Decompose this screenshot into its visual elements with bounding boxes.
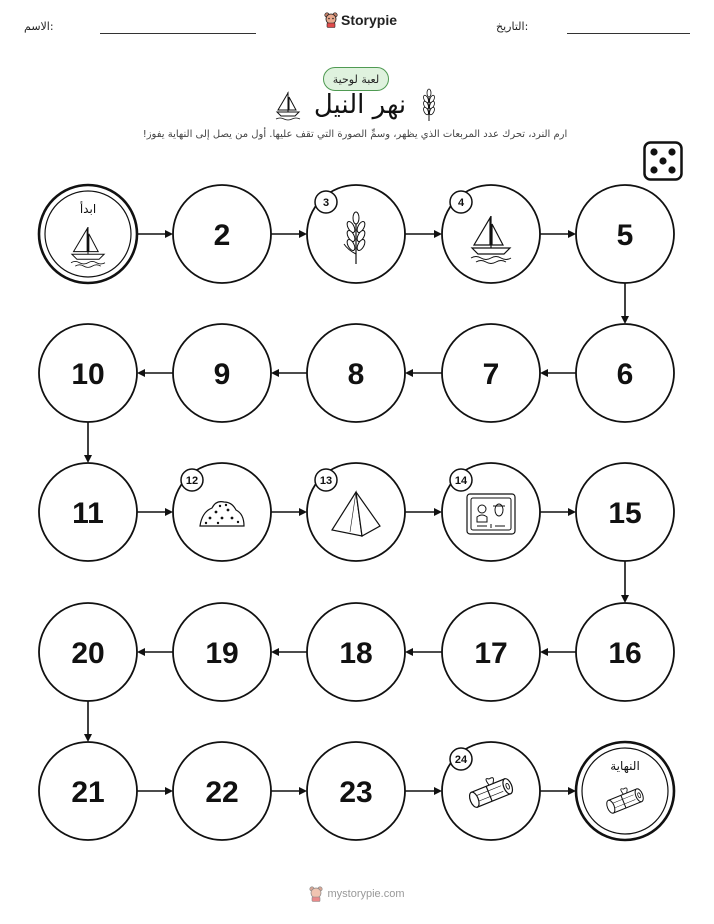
path-arrow — [621, 283, 629, 324]
finish-circle — [576, 742, 674, 840]
name-label: الاسم: — [24, 20, 54, 33]
cell-number: 7 — [482, 358, 500, 391]
cell-number: 13 — [319, 475, 333, 487]
board-cell-16 — [576, 603, 674, 701]
cell-number: 4 — [457, 197, 465, 209]
cell-number: 23 — [339, 776, 373, 809]
cell-number: 12 — [185, 475, 199, 487]
start-label: ابدأ — [79, 202, 97, 216]
board-cell-18 — [307, 603, 405, 701]
cell-number: 24 — [454, 754, 468, 766]
footer — [0, 886, 714, 902]
board-cell-6 — [576, 324, 674, 422]
board-cell-8 — [307, 324, 405, 422]
path-arrow — [271, 648, 307, 656]
cell-number: 2 — [213, 219, 231, 252]
board-cell-24 — [442, 742, 540, 840]
date-label: التاريخ: — [496, 20, 529, 33]
cell-number: 20 — [71, 637, 105, 670]
path-arrow — [540, 230, 576, 238]
board-cell-5 — [576, 185, 674, 283]
bear-footer-icon — [309, 886, 323, 902]
cell-number: 5 — [616, 219, 634, 252]
board-cell-4 — [442, 185, 540, 283]
board-cell-25 — [576, 742, 674, 840]
board-cell-14 — [442, 463, 540, 561]
board-cell-10 — [39, 324, 137, 422]
board-game-badge: لعبة لوحية — [323, 67, 389, 91]
board-cell-12 — [173, 463, 271, 561]
cell-number: 6 — [616, 358, 634, 391]
path-arrow — [271, 508, 307, 516]
instructions: ارم النرد، تحرك عدد المربعات الذي يظهر، وسمِّ الصورة التي تقف عليها. أول من يصل إلى النهاية يفوز! — [142, 129, 568, 140]
board-cell-7 — [442, 324, 540, 422]
cell-number: 14 — [454, 475, 468, 487]
cell-number: 11 — [72, 497, 104, 530]
finish-label: النهاية — [610, 759, 640, 773]
board-cell-3 — [307, 185, 405, 283]
cell-number: 19 — [205, 637, 239, 670]
path-arrow — [137, 369, 173, 377]
board-cell-21 — [39, 742, 137, 840]
cell-number: 21 — [71, 776, 105, 809]
board-cell-20 — [39, 603, 137, 701]
path-arrow — [271, 230, 307, 238]
brand-name: Storypie — [341, 12, 398, 28]
board-cell-15 — [576, 463, 674, 561]
path-arrow — [405, 648, 442, 656]
board-cell-22 — [173, 742, 271, 840]
path-arrow — [84, 701, 92, 742]
board-cell-19 — [173, 603, 271, 701]
board-cell-17 — [442, 603, 540, 701]
board-cell-1 — [39, 185, 137, 283]
path-arrow — [405, 230, 442, 238]
cell-number: 9 — [213, 358, 231, 391]
path-arrow — [271, 369, 307, 377]
path-arrow — [137, 648, 173, 656]
footer-site: mystorypie.com — [327, 888, 405, 900]
board-cell-23 — [307, 742, 405, 840]
cell-number: 10 — [71, 358, 105, 391]
board-cell-13 — [307, 463, 405, 561]
path-arrow — [137, 787, 173, 795]
board-cell-2 — [173, 185, 271, 283]
board-cell-11 — [39, 463, 137, 561]
cell-number: 3 — [322, 197, 330, 209]
path-arrow — [137, 508, 173, 516]
path-arrow — [540, 648, 576, 656]
cell-number: 18 — [339, 637, 373, 670]
path-arrow — [405, 787, 442, 795]
path-arrow — [621, 561, 629, 603]
cell-number: 8 — [347, 358, 365, 391]
path-arrow — [84, 422, 92, 463]
path-arrow — [405, 508, 442, 516]
path-arrow — [540, 369, 576, 377]
path-arrow — [271, 787, 307, 795]
cell-number: 16 — [608, 637, 642, 670]
page-title: نهر النيل — [313, 90, 407, 120]
hieroglyph-icon — [467, 494, 515, 534]
board-cell-9 — [173, 324, 271, 422]
board-cells — [39, 185, 674, 840]
cell-number: 17 — [474, 637, 508, 670]
path-arrow — [405, 369, 442, 377]
cell-number: 22 — [205, 776, 239, 809]
path-arrow — [137, 230, 173, 238]
path-arrow — [540, 787, 576, 795]
path-arrow — [540, 508, 576, 516]
cell-number: 15 — [608, 497, 642, 530]
